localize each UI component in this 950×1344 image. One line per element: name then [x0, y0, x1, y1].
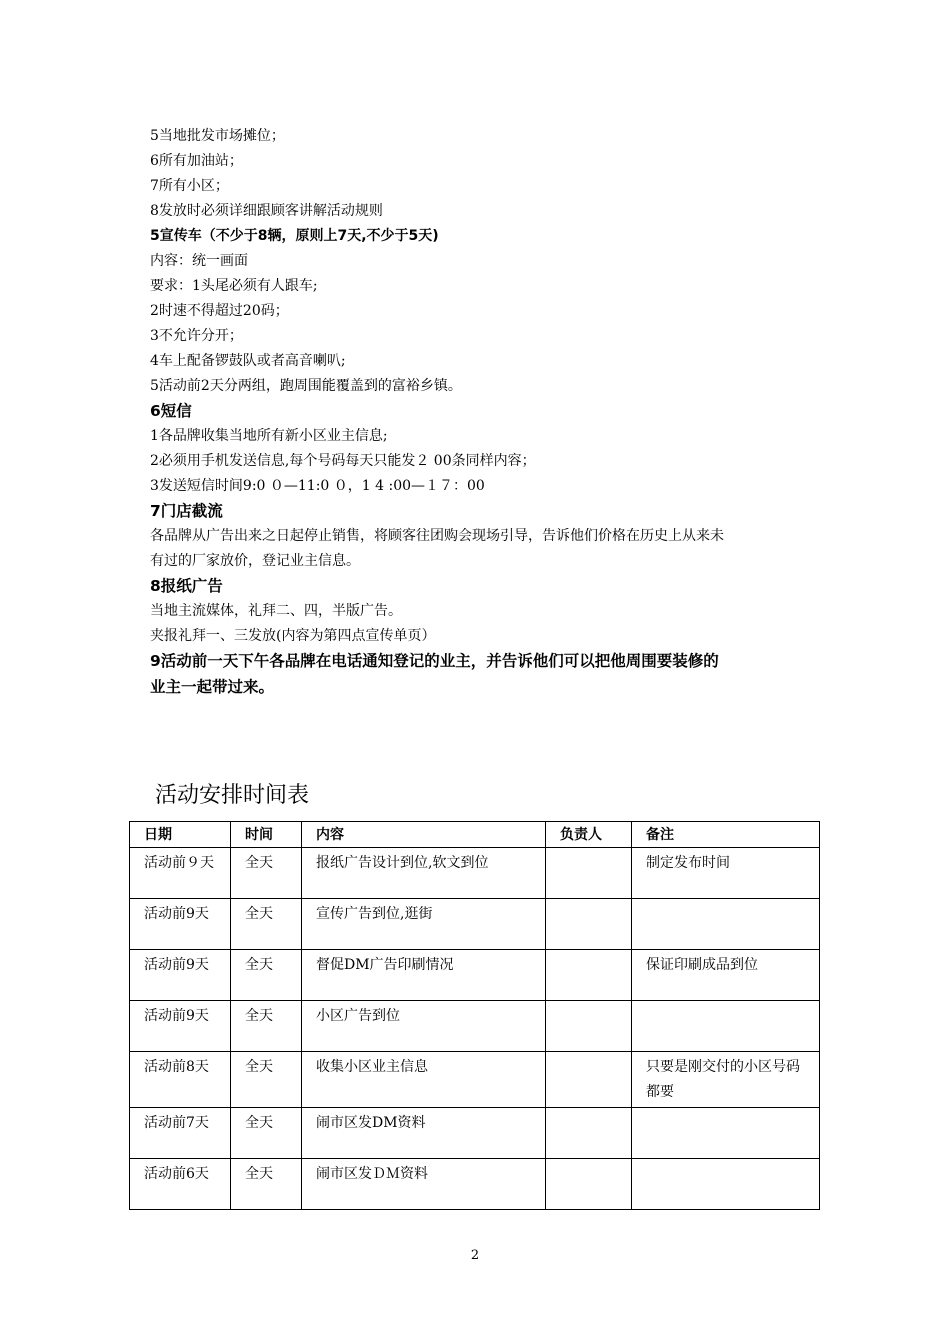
cell-notes [632, 899, 820, 950]
cell-content: 闹市区发DM资料 [302, 1108, 546, 1159]
table-row [130, 899, 820, 950]
header-owner: 负责人 [546, 822, 632, 848]
list-item: 内容：统一画面 [150, 253, 248, 269]
list-item: 当地主流媒体，礼拜二、四，半版广告。 [150, 603, 402, 619]
list-item: 3不允许分开； [150, 328, 243, 344]
cell-time: 全天 [231, 950, 302, 1001]
cell-content: 收集小区业主信息 [302, 1052, 546, 1108]
cell-time: 全天 [231, 899, 302, 950]
list-item: 7所有小区； [150, 178, 229, 194]
cell-time: 全天 [231, 1052, 302, 1108]
cell-date: 活动前9天 [130, 950, 231, 1001]
section-heading-vehicle: 5宣传车（不少于8辆，原则上7天,不少于5天) [150, 228, 439, 244]
schedule-title: 活动安排时间表 [155, 783, 310, 808]
cell-owner [546, 1108, 632, 1159]
list-item: 2时速不得超过20码； [150, 303, 289, 319]
table-row [130, 950, 820, 1001]
cell-date: 活动前9天 [130, 899, 231, 950]
cell-time: 全天 [231, 1108, 302, 1159]
cell-notes [632, 1159, 820, 1210]
cell-content: 闹市区发ＤＭ资料 [302, 1159, 546, 1210]
list-item: 夹报礼拜一、三发放(内容为第四点宣传单页） [150, 628, 436, 644]
cell-notes [632, 1001, 820, 1052]
cell-owner [546, 1001, 632, 1052]
cell-owner [546, 1159, 632, 1210]
header-date: 日期 [130, 822, 231, 848]
table-row [130, 1052, 820, 1108]
cell-notes [632, 1108, 820, 1159]
table-row [130, 1001, 820, 1052]
list-item: 6所有加油站； [150, 153, 243, 169]
cell-notes: 只要是刚交付的小区号码都要 [632, 1052, 820, 1108]
list-item: 8发放时必须详细跟顾客讲解活动规则 [150, 203, 383, 219]
table-row [130, 848, 820, 899]
paragraph-line: 有过的厂家放价，登记业主信息。 [150, 553, 360, 569]
table-row [130, 1159, 820, 1210]
cell-date: 活动前8天 [130, 1052, 231, 1108]
table-header-row [130, 822, 820, 848]
cell-time: 全天 [231, 1001, 302, 1052]
cell-notes: 保证印刷成品到位 [632, 950, 820, 1001]
list-item: 1各品牌收集当地所有新小区业主信息; [150, 428, 388, 444]
section-heading-phone: 9活动前一天下午各品牌在电话通知登记的业主，并告诉他们可以把他周围要装修的 [150, 652, 719, 670]
cell-content: 督促DM广告印刷情况 [302, 950, 546, 1001]
section-heading-newspaper: 8报纸广告 [150, 577, 223, 595]
section-heading-store: 7门店截流 [150, 502, 223, 520]
cell-owner [546, 848, 632, 899]
header-content: 内容 [302, 822, 546, 848]
cell-date: 活动前7天 [130, 1108, 231, 1159]
cell-date: 活动前6天 [130, 1159, 231, 1210]
header-time: 时间 [231, 822, 302, 848]
list-item: 要求：1头尾必须有人跟车; [150, 278, 318, 294]
cell-content: 宣传广告到位,逛街 [302, 899, 546, 950]
cell-owner [546, 1052, 632, 1108]
cell-owner [546, 950, 632, 1001]
cell-content: 小区广告到位 [302, 1001, 546, 1052]
page-number: 2 [470, 1248, 480, 1263]
section-heading-phone-cont: 业主一起带过来。 [150, 678, 275, 696]
cell-content: 报纸广告设计到位,软文到位 [302, 848, 546, 899]
paragraph-line: 各品牌从广告出来之日起停止销售，将顾客往团购会现场引导，告诉他们价格在历史上从来未 [150, 528, 724, 544]
cell-time: 全天 [231, 1159, 302, 1210]
schedule-table [129, 821, 820, 1210]
cell-owner [546, 899, 632, 950]
list-item: 4车上配备锣鼓队或者高音喇叭; [150, 353, 346, 369]
list-item: 3发送短信时间9:0 ０—11:0 ０，1 4 :00—１７：00 [150, 478, 485, 494]
table-row [130, 1108, 820, 1159]
list-item: 5当地批发市场摊位； [150, 128, 285, 144]
cell-notes: 制定发布时间 [632, 848, 820, 899]
cell-time: 全天 [231, 848, 302, 899]
list-item: 2必须用手机发送信息,每个号码每天只能发２ 00条同样内容； [150, 453, 536, 469]
header-notes: 备注 [632, 822, 820, 848]
cell-date: 活动前9天 [130, 1001, 231, 1052]
cell-date: 活动前９天 [130, 848, 231, 899]
section-heading-sms: 6短信 [150, 402, 192, 420]
list-item: 5活动前2天分两组，跑周围能覆盖到的富裕乡镇。 [150, 378, 462, 394]
